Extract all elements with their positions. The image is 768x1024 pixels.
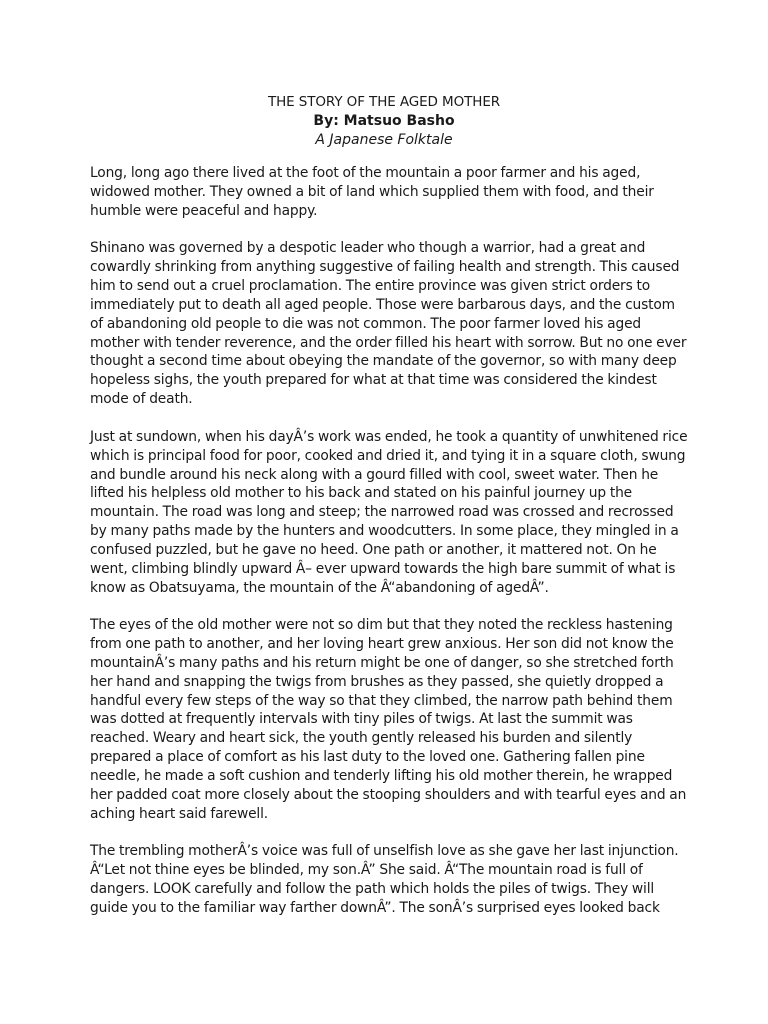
document-title: THE STORY OF THE AGED MOTHER <box>267 94 501 110</box>
paragraph-2: Shinano was governed by a despotic leader who though a warrior, had a great and cowardly shrinking from anything suggestive of failing health and strength. This caused him to send out a cruel proclamation. The entire province was given strict orders to immediately put to death all aged people. Those were barbarous days, and the custom of abandoning old people to die was not common. The poor farmer loved his aged mother with tender reverence, and the order filled his heart with sorrow. But no one ever thought a second time about obeying the mandate of the governor, so with many deep hopeless sighs, the youth prepared for what at that time was considered the kindest mode of death. <box>90 240 687 408</box>
document-body <box>90 164 690 937</box>
paragraph-1: Long, long ago there lived at the foot of the mountain a poor farmer and his aged, widowed mother. They owned a bit of land which supplied them with food, and their humble were peaceful and happy. <box>90 165 654 219</box>
document-subtitle: A Japanese Folktale <box>315 132 453 148</box>
document-author: By: Matsuo Basho <box>313 113 455 129</box>
paragraph-5: The trembling motherÂ’s voice was full of unselfish love as she gave her last injunction. Â“Let not thine eyes be blinded, my son.Â” She said. Â“The mountain road is full of dangers. LOOK carefully and follow the path which holds the piles of twigs. They will guide you to the familiar way farther downÂ”. The sonÂ’s surprised eyes looked back <box>90 843 679 916</box>
paragraph-3: Just at sundown, when his dayÂ’s work was ended, he took a quantity of unwhitened rice which is principal food for poor, cooked and dried it, and tying it in a square cloth, swung and bundle around his neck along with a gourd filled with cool, sweet water. Then he lifted his helpless old mother to his back and stated on his painful journey up the mountain. The road was long and steep; the narrowed road was crossed and recrossed by many paths made by the hunters and woodcutters. In some place, they mingled in a confused puzzled, but he gave no heed. One path or another, it mattered not. On he went, climbing blindly upward Â– ever upward towards the high bare summit of what is know as Obatsuyama, the mountain of the Â“abandoning of agedÂ”. <box>90 428 688 596</box>
paragraph-4: The eyes of the old mother were not so dim but that they noted the reckless hastening from one path to another, and her loving heart grew anxious. Her son did not know the mountainÂ’s many paths and his return might be one of danger, so she stretched forth her hand and snapping the twigs from brushes as they passed, she quietly dropped a handful every few steps of the way so that they climbed, the narrow path behind them was dotted at frequently intervals with tiny piles of twigs. At last the summit was reached. Weary and heart sick, the youth gently released his burden and silently prepared a place of comfort as his last duty to the loved one. Gathering fallen pine needle, he made a soft cushion and tenderly lifting his old mother therein, he wrapped her padded coat more closely about the stooping shoulders and with tearful eyes and an aching heart said farewell. <box>90 617 687 822</box>
document-header <box>0 93 768 150</box>
